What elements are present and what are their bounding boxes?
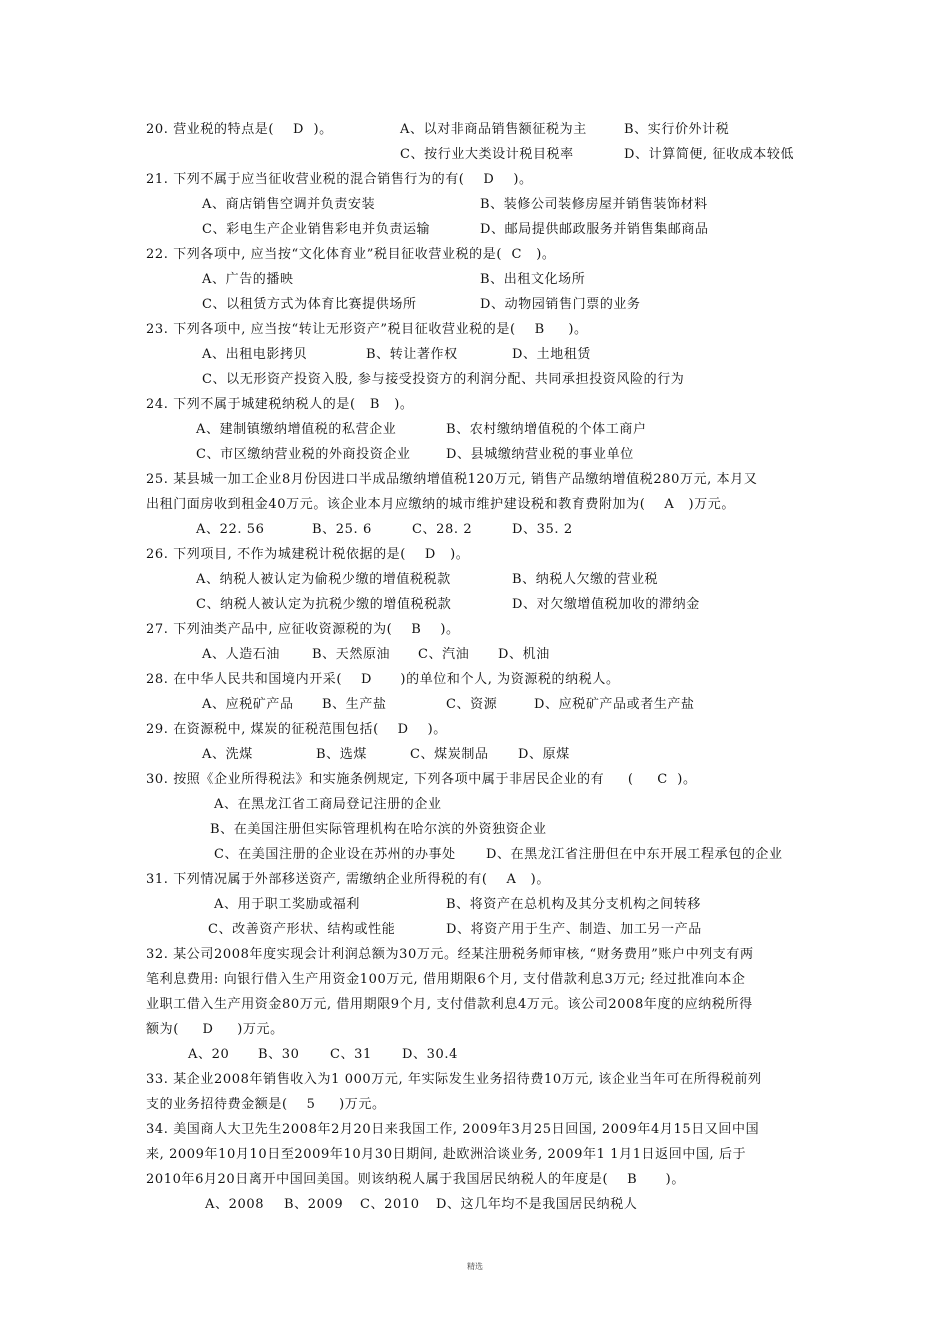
question-line: C、以租赁方式为体育比赛提供场所	[202, 297, 417, 312]
question-line: C、资源	[446, 697, 498, 712]
question-line: A、商店销售空调并负责安装	[202, 197, 376, 212]
question-line: D、县城缴纳营业税的事业单位	[446, 447, 634, 462]
question-line: B、装修公司装修房屋并销售装饰材料	[480, 197, 708, 212]
question-line: D、30.4	[402, 1047, 458, 1062]
question-line: B、选煤	[316, 747, 367, 762]
question-stem: 27. 下列油类产品中, 应征收资源税的为( B )。	[146, 622, 460, 637]
question-line: B、转让著作权	[366, 347, 458, 362]
question-line: C、28. 2	[412, 522, 473, 537]
question-line: C、以无形资产投资入股, 参与接受投资方的利润分配、共同承担投资风险的行为	[202, 372, 685, 387]
question-line: A、在黑龙江省工商局登记注册的企业	[214, 797, 442, 812]
question-line: A、广告的播映	[202, 272, 294, 287]
question-line: A、人造石油	[202, 647, 280, 662]
question-line: A、以对非商品销售额征税为主	[400, 122, 587, 137]
question-stem: 21. 下列不属于应当征收营业税的混合销售行为的有( D )。	[146, 172, 533, 187]
question-stem: 24. 下列不属于城建税纳税人的是( B )。	[146, 397, 414, 412]
question-line: D、在黑龙江省注册但在中东开展工程承包的企业	[486, 847, 783, 862]
question-line: A、出租电影拷贝	[202, 347, 308, 362]
question-stem: 26. 下列项目, 不作为城建税计税依据的是( D )。	[146, 547, 470, 562]
question-stem: 29. 在资源税中, 煤炭的征税范围包括( D )。	[146, 722, 447, 737]
question-line: D、将资产用于生产、制造、加工另一产品	[446, 922, 702, 937]
question-line: C、31	[330, 1047, 372, 1062]
question-line: B、2009	[284, 1197, 344, 1212]
question-line: B、在美国注册但实际管理机构在哈尔滨的外资独资企业	[210, 822, 547, 837]
question-line: A、22. 56	[196, 522, 265, 537]
question-line: 来, 2009年10月10日至2009年10月30日期间, 赴欧洲洽谈业务, 2009年1 1月1日返回中国, 后于	[146, 1147, 747, 1162]
question-line: D、原煤	[518, 747, 570, 762]
question-line: B、30	[258, 1047, 300, 1062]
question-line: C、纳税人被认定为抗税少缴的增值税税款	[196, 597, 452, 612]
question-line: C、市区缴纳营业税的外商投资企业	[196, 447, 411, 462]
question-line: A、2008	[205, 1197, 265, 1212]
question-line: D、应税矿产品或者生产盐	[534, 697, 695, 712]
question-line: A、应税矿产品	[202, 697, 294, 712]
question-line: 业职工借入生产用资金80万元, 借用期限9个月, 支付借款利息4万元。该公司2008年度的应纳税所得	[146, 997, 753, 1012]
question-line: D、35. 2	[512, 522, 573, 537]
question-line: C、在美国注册的企业设在苏州的办事处	[214, 847, 456, 862]
question-line: D、动物园销售门票的业务	[480, 297, 641, 312]
question-line: C、2010	[360, 1197, 420, 1212]
question-line: B、天然原油	[312, 647, 391, 662]
question-line: A、20	[188, 1047, 230, 1062]
question-line: C、汽油	[418, 647, 470, 662]
question-line: B、实行价外计税	[624, 122, 730, 137]
question-stem: 28. 在中华人民共和国境内开采( D )的单位和个人, 为资源税的纳税人。	[146, 672, 620, 687]
page-footer: 精选	[467, 1262, 483, 1271]
question-line: C、按行业大类设计税目税率	[400, 147, 574, 162]
question-line: B、农村缴纳增值税的个体工商户	[446, 422, 647, 437]
question-line: D、邮局提供邮政服务并销售集邮商品	[480, 222, 709, 237]
question-line: A、建制镇缴纳增值税的私营企业	[196, 422, 397, 437]
question-line: 额为( D )万元。	[146, 1022, 284, 1037]
question-line: 2010年6月20日离开中国回美国。则该纳税人属于我国居民纳税人的年度是( B )。	[146, 1172, 685, 1187]
question-line: 出租门面房收到租金40万元。该企业本月应缴纳的城市维护建设税和教育费附加为( A )万元。	[146, 497, 736, 512]
question-line: A、用于职工奖励或福利	[214, 897, 360, 912]
question-line: A、洗煤	[202, 747, 253, 762]
question-stem: 33. 某企业2008年销售收入为1 000万元, 年实际发生业务招待费10万元, 该企业当年可在所得税前列	[146, 1072, 762, 1087]
question-line: D、计算简便, 征收成本较低	[624, 147, 795, 162]
question-stem: 32. 某公司2008年度实现会计利润总额为30万元。经某注册税务师审核, “财务费用”账户中列支有两	[146, 947, 754, 962]
question-line: B、25. 6	[312, 522, 372, 537]
question-line: B、将资产在总机构及其分支机构之间转移	[446, 897, 701, 912]
question-stem: 31. 下列情况属于外部移送资产, 需缴纳企业所得税的有( A )。	[146, 872, 550, 887]
question-line: C、彩电生产企业销售彩电并负责运输	[202, 222, 431, 237]
question-line: C、煤炭制品	[410, 747, 489, 762]
question-line: D、土地租赁	[512, 347, 592, 362]
question-stem: 23. 下列各项中, 应当按“转让无形资产”税目征收营业税的是( B )。	[146, 322, 588, 337]
question-stem: 25. 某县城一加工企业8月份因进口半成品缴纳增值税120万元, 销售产品缴纳增值税280万元, 本月又	[146, 472, 758, 487]
question-line: A、纳税人被认定为偷税少缴的增值税税款	[196, 572, 451, 587]
question-stem: 30. 按照《企业所得税法》和实施条例规定, 下列各项中属于非居民企业的有 ( C )。	[146, 772, 697, 787]
question-stem: 20. 营业税的特点是( D )。	[146, 122, 333, 137]
question-line: C、改善资产形状、结构或性能	[208, 922, 396, 937]
question-line: D、这几年均不是我国居民纳税人	[436, 1197, 638, 1212]
question-stem: 34. 美国商人大卫先生2008年2月20日来我国工作, 2009年3月25日回国, 2009年4月15日又回中国	[146, 1122, 760, 1137]
question-line: D、对欠缴增值税加收的滞纳金	[512, 597, 700, 612]
question-line: D、机油	[498, 647, 550, 662]
question-line: B、出租文化场所	[480, 272, 586, 287]
question-line: B、生产盐	[322, 697, 387, 712]
question-line: 支的业务招待费金额是( 5 )万元。	[146, 1097, 386, 1112]
question-line: 笔利息费用: 向银行借入生产用资金100万元, 借用期限6个月, 支付借款利息3万元; 经过批准向本企	[146, 972, 746, 987]
question-stem: 22. 下列各项中, 应当按“文化体育业”税目征收营业税的是( C )。	[146, 247, 556, 262]
question-line: B、纳税人欠缴的营业税	[512, 572, 659, 587]
